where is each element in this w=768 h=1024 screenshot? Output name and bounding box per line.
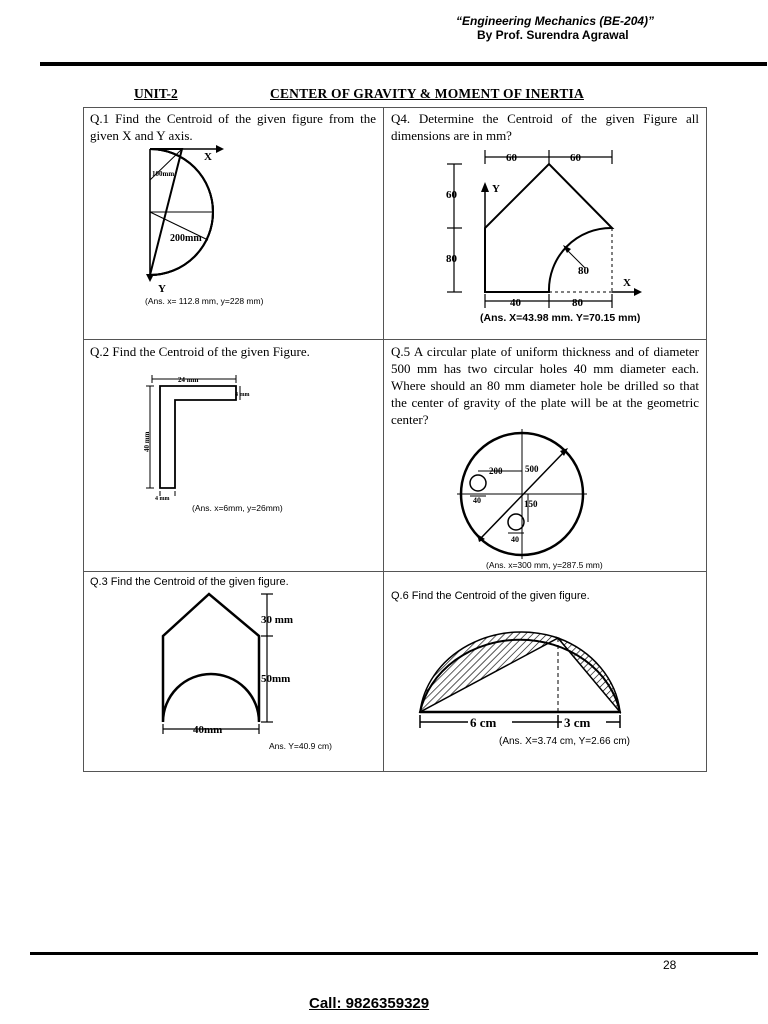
q4-radius-label: 80 xyxy=(578,265,589,277)
question-6-answer: (Ans. X=3.74 cm, Y=2.66 cm) xyxy=(499,736,630,747)
table-divider-row2 xyxy=(83,571,707,572)
q4-top1-label: 60 xyxy=(506,152,517,164)
question-2-text: Q.2 Find the Centroid of the given Figure. xyxy=(90,344,310,359)
unit-label: UNIT-2 xyxy=(134,86,178,101)
q1-x-label: X xyxy=(204,151,212,163)
q5-d150-label: 150 xyxy=(524,499,538,509)
q1-large-label: 200mm xyxy=(170,233,202,244)
question-1-answer: (Ans. x= 112.8 mm, y=228 mm) xyxy=(145,296,264,306)
question-3-text: Q.3 Find the Centroid of the given figure. xyxy=(90,576,289,588)
q3-figure xyxy=(155,588,305,738)
q3-base-label: 40mm xyxy=(193,724,223,736)
q2-top-label: 24 mm xyxy=(178,376,199,384)
q5-d40a-label: 40 xyxy=(473,496,481,505)
q1-small-label: 100mm xyxy=(152,170,175,178)
author-name: By Prof. Surendra Agrawal xyxy=(477,28,629,42)
q2-figure xyxy=(140,372,270,504)
question-2-answer: (Ans. x=6mm, y=26mm) xyxy=(192,503,283,513)
q4-y-label: Y xyxy=(492,183,500,195)
q4-left1-label: 60 xyxy=(446,189,457,201)
q5-d200-label: 200 xyxy=(489,466,503,476)
question-6-text: Q.6 Find the Centroid of the given figure. xyxy=(391,590,590,602)
q3-mid-label: 50mm xyxy=(261,673,291,685)
table-divider-row1 xyxy=(83,339,707,340)
q4-left2-label: 80 xyxy=(446,253,457,265)
table-divider-vertical xyxy=(383,107,384,772)
q1-figure xyxy=(130,140,250,300)
question-4-answer: (Ans. X=43.98 mm. Y=70.15 mm) xyxy=(480,312,641,324)
q6-b-label: 3 cm xyxy=(564,715,591,730)
call-contact: Call: 9826359329 xyxy=(309,995,430,1012)
question-4-text: Q4. Determine the Centroid of the given Figure all dimensions are in mm? xyxy=(391,111,699,143)
question-3-answer: Ans. Y=40.9 cm) xyxy=(269,741,332,751)
page-title: CENTER OF GRAVITY & MOMENT OF INERTIA xyxy=(270,86,584,101)
q6-a-label: 6 cm xyxy=(470,715,497,730)
question-5-text: Q.5 A circular plate of uniform thickness and of diameter 500 mm has two circular holes 40 mm diameter each. Where should an 80 mm diameter hole be drilled so that the center of gravity of the plate will be at the geometric center? xyxy=(391,344,699,427)
q4-bot2-label: 80 xyxy=(572,297,583,309)
course-title: “Engineering Mechanics (BE-204)” xyxy=(456,14,655,28)
q5-d500-label: 500 xyxy=(525,464,539,474)
question-1-text: Q.1 Find the Centroid of the given figure from the given X and Y axis. xyxy=(90,111,376,143)
q3-top-label: 30 mm xyxy=(261,614,294,626)
header-rule xyxy=(40,62,767,66)
q4-top2-label: 60 xyxy=(570,152,581,164)
page-number: 28 xyxy=(663,958,677,972)
q1-y-label: Y xyxy=(158,283,166,295)
q4-bot1-label: 40 xyxy=(510,297,521,309)
q2-bottom-label: 4 mm xyxy=(155,496,170,502)
q6-figure xyxy=(412,620,632,738)
q5-figure xyxy=(452,426,592,566)
q2-height-label: 40 mm xyxy=(143,431,151,452)
q4-figure xyxy=(438,144,648,314)
footer-rule xyxy=(30,952,758,955)
q5-d40b-label: 40 xyxy=(511,535,519,544)
question-5-answer: (Ans. x=300 mm, y=287.5 mm) xyxy=(486,560,603,570)
q2-thick-label: 4 mm xyxy=(235,392,250,398)
q4-x-label: X xyxy=(623,277,631,289)
